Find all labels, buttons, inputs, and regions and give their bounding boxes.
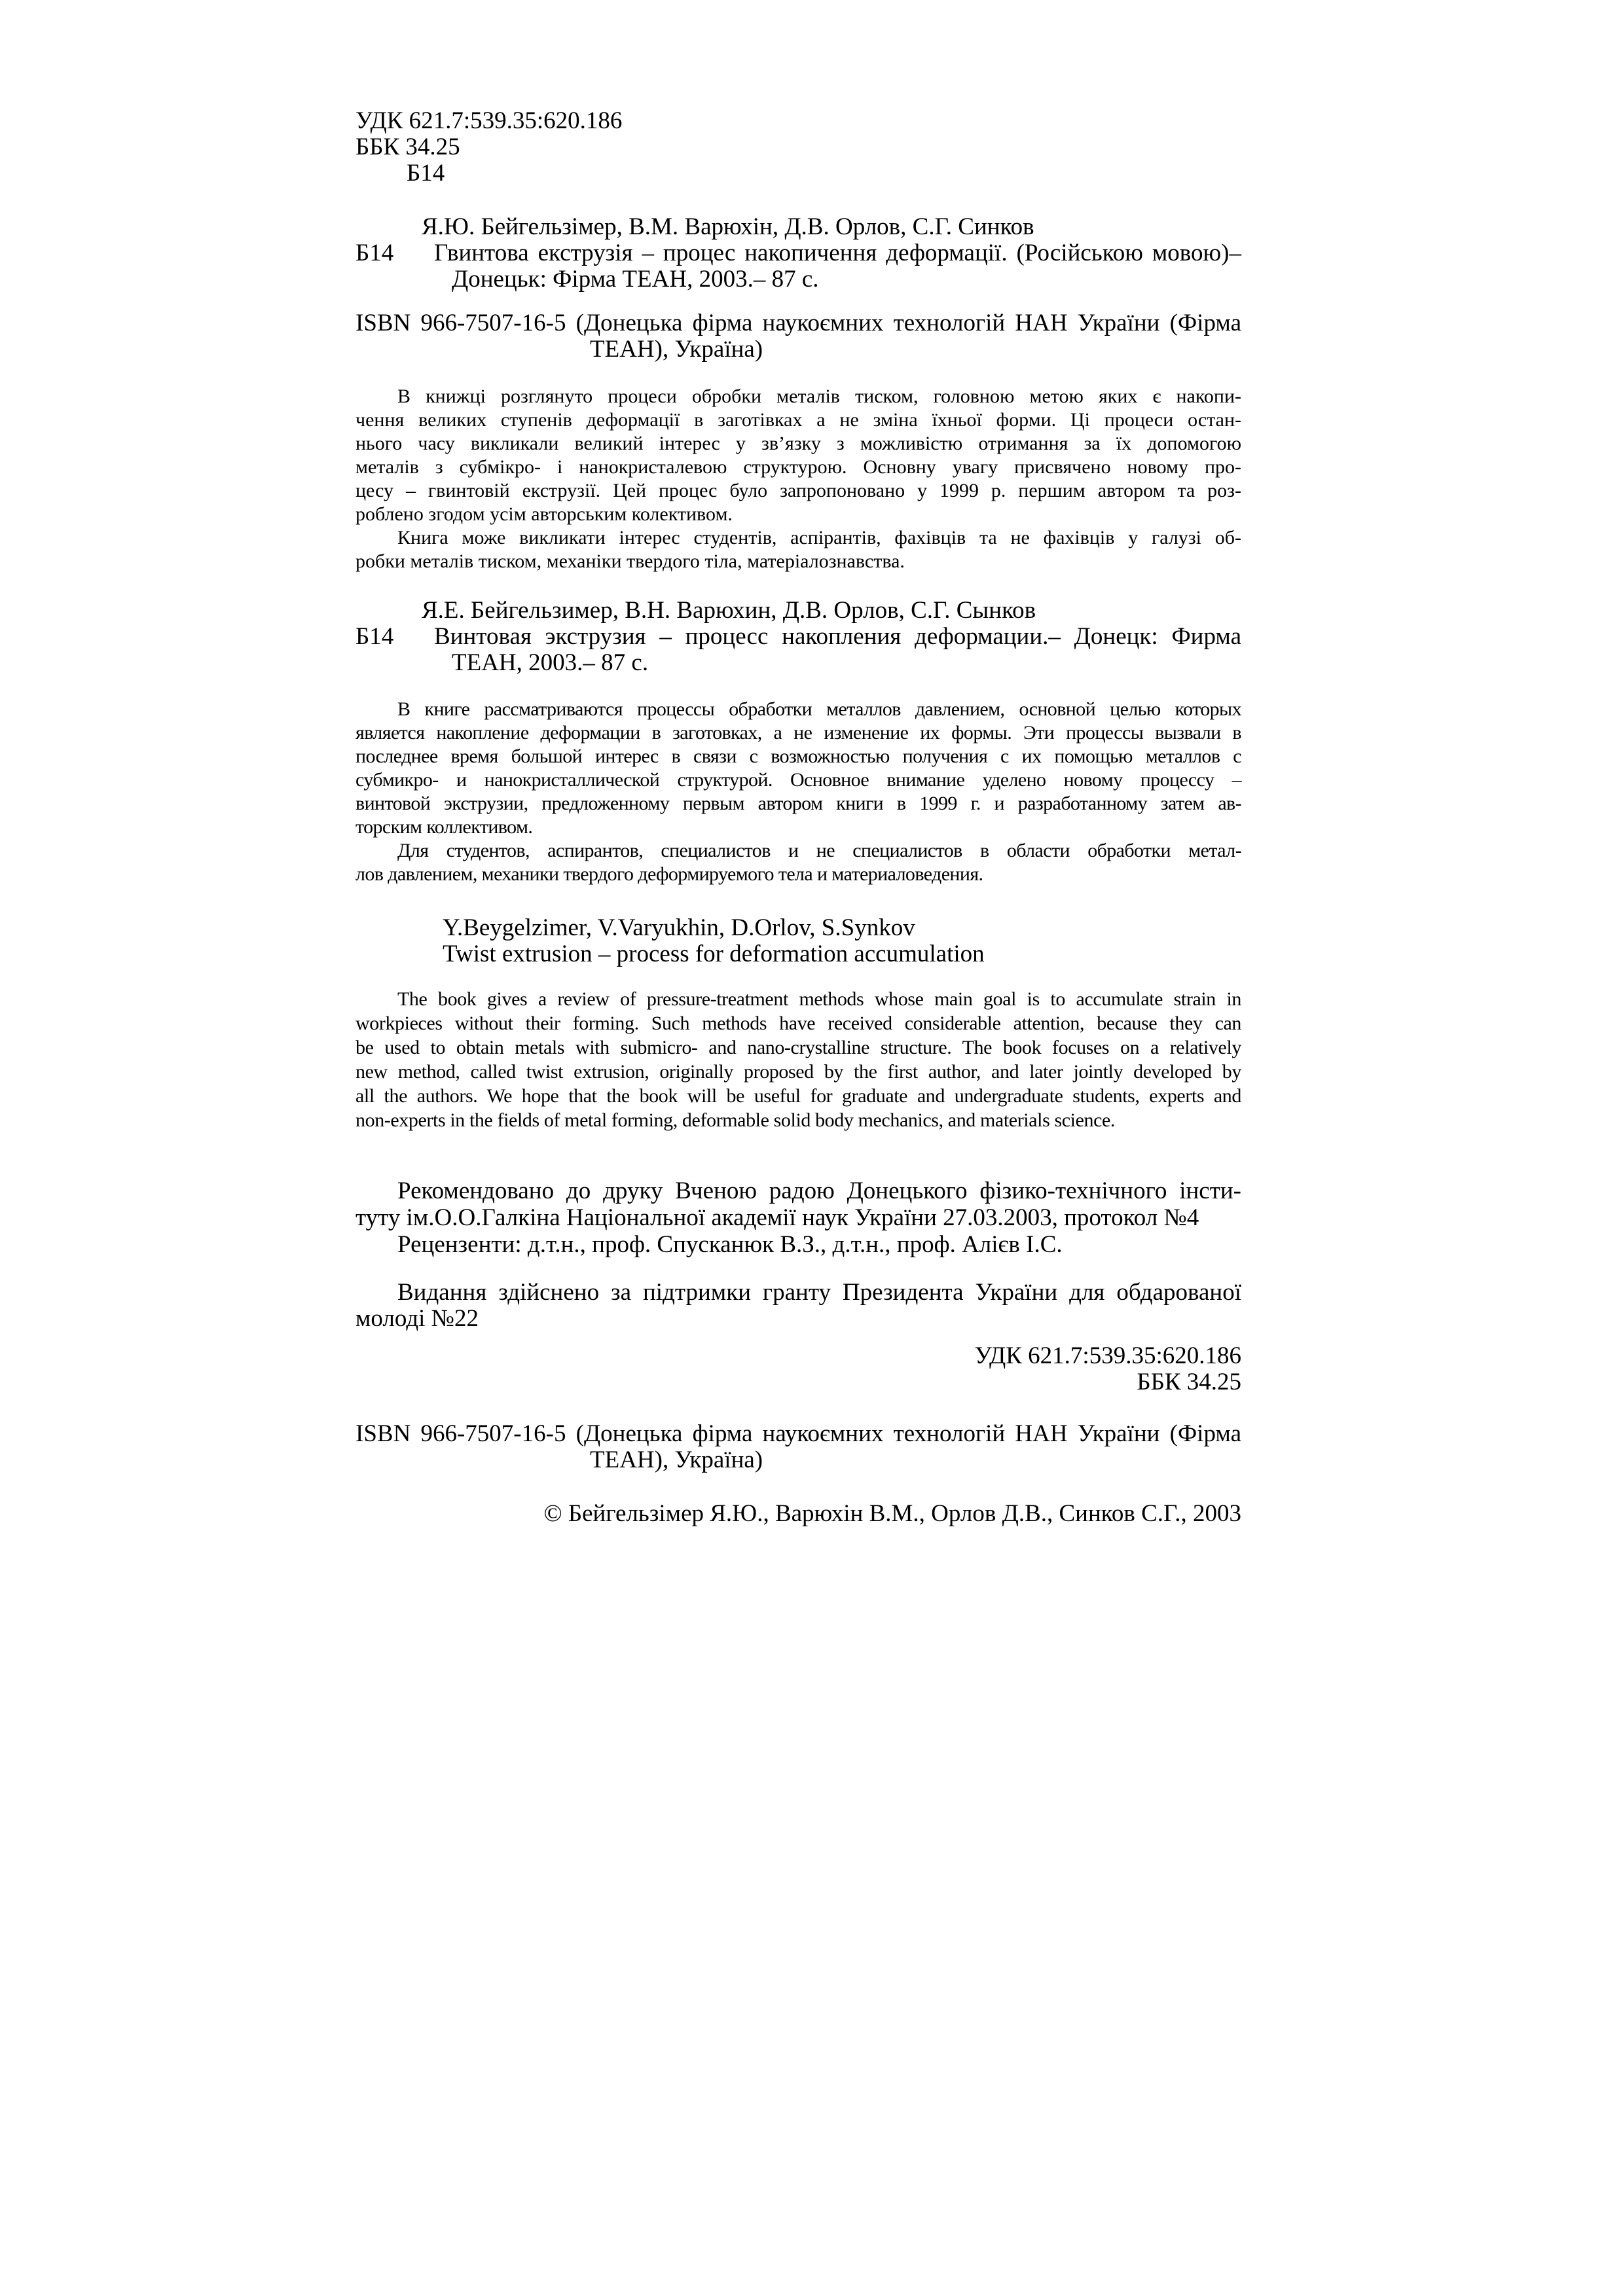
author-code: Б14 xyxy=(407,160,445,187)
recommendation-text-continued: туту ім.О.О.Галкіна Національної академії наук України 27.03.2003, протокол №4 xyxy=(356,1204,1199,1231)
text-line: роблено згодом усім авторським колективом. xyxy=(356,503,733,525)
rus-bibliographic-entry xyxy=(356,598,1241,676)
text-line: be used to obtain metals with submicro- and nano-crystalline structure. The book focuses on a relatively xyxy=(356,1037,1241,1058)
footer-isbn-line-continued: ТЕАН), Україна) xyxy=(590,1446,763,1473)
rus-title-continued: ТЕАН, 2003.– 87 с. xyxy=(452,649,649,676)
eng-authors: Y.Beygelzimer, V.Varyukhin, D.Orlov, S.Synkov xyxy=(443,914,915,941)
reviewers: Рецензенти: д.т.н., проф. Спусканюк В.З., д.т.н., проф. Алієв І.С. xyxy=(397,1231,1063,1258)
eng-title: Twist extrusion – process for deformation accumulation xyxy=(443,941,985,967)
text-line: является накопление деформации в заготовках, а не изменение их формы. Эти процессы вызвали в xyxy=(356,722,1241,744)
ukr-bibliographic-entry xyxy=(356,214,1241,293)
ukr-title-continued: Донецьк: Фірма ТЕАН, 2003.– 87 с. xyxy=(452,266,819,293)
text-line: последнее время большой интерес в связи с возможностью получения с их помощью металлов с xyxy=(356,745,1241,767)
footer-isbn-line: ISBN 966-7507-16-5 (Донецька фірма наукоємних технологій НАН України (Фірма xyxy=(356,1420,1241,1447)
isbn-line: ISBN 966-7507-16-5 (Донецька фірма наукоємних технологій НАН України (Фірма xyxy=(356,310,1241,336)
grant-block xyxy=(356,1280,1241,1332)
isbn-line-continued: ТЕАН), Україна) xyxy=(590,336,763,363)
text-line: субмикро- и нанокристаллической структурой. Основное внимание уделено новому процессу – xyxy=(356,769,1241,791)
footer-bbk-code: ББК 34.25 xyxy=(1137,1369,1241,1395)
recommendation-block xyxy=(356,1177,1241,1258)
ukr-authors: Я.Ю. Бейгельзімер, В.М. Варюхін, Д.В. Орлов, С.Г. Синков xyxy=(422,213,1034,240)
text-line: торским коллективом. xyxy=(356,816,533,838)
footer-isbn-block xyxy=(356,1421,1241,1473)
copyright-notice: © Бейгельзімер Я.Ю., Варюхін В.М., Орлов Д.В., Синков С.Г., 2003 xyxy=(543,1500,1241,1527)
text-line: Для студентов, аспирантов, специалистов и не специалистов в области обработки метал- xyxy=(397,840,1241,861)
bbk-code: ББК 34.25 xyxy=(356,134,460,160)
recommendation-text: Рекомендовано до друку Вченою радою Донецького фізико-технічного інсти- xyxy=(397,1177,1241,1204)
text-line: all the authors. We hope that the book will be useful for graduate and undergraduate students, experts and xyxy=(356,1085,1241,1107)
text-line: цесу – гвинтовій екструзії. Цей процес було запропоновано у 1999 р. першим автором та роз- xyxy=(356,480,1241,501)
text-line: В книге рассматриваются процессы обработки металлов давлением, основной целью которых xyxy=(397,698,1241,720)
text-line: В книжці розглянуто процеси обробки металів тиском, головною метою яких є накопи- xyxy=(397,386,1241,407)
eng-abstract xyxy=(356,987,1241,1132)
text-line: workpieces without their forming. Such methods have received considerable attention, because they can xyxy=(356,1013,1241,1034)
ukr-abstract xyxy=(356,385,1241,573)
ukr-code: Б14 xyxy=(356,240,394,266)
udk-code: УДК 621.7:539.35:620.186 xyxy=(356,107,623,134)
text-line: non-experts in the fields of metal forming, deformable solid body mechanics, and materials science. xyxy=(356,1109,1116,1131)
text-line: лов давлением, механики твердого деформируемого тела и материаловедения. xyxy=(356,863,983,885)
text-line: робки металів тиском, механіки твердого тіла, матеріалознавства. xyxy=(356,550,905,572)
footer-classification xyxy=(356,1343,1241,1395)
text-line: металів з субмікро- і нанокристалевою структурою. Основну увагу присвячено новому про- xyxy=(356,456,1241,478)
classification-header xyxy=(356,108,1241,187)
text-line: The book gives a review of pressure-treatment methods whose main goal is to accumulate strain in xyxy=(397,988,1241,1010)
eng-bibliographic-entry xyxy=(356,915,1241,967)
text-line: new method, called twist extrusion, originally proposed by the first author, and later jointly developed by xyxy=(356,1061,1241,1083)
text-line: винтовой экструзии, предложенному первым автором книги в 1999 г. и разработанному затем ав- xyxy=(356,793,1241,814)
text-line: Книга може викликати інтерес студентів, аспірантів, фахівців та не фахівців у галузі об- xyxy=(397,527,1241,548)
isbn-block xyxy=(356,310,1241,363)
grant-text-continued: молоді №22 xyxy=(356,1305,479,1332)
rus-title: Винтовая экструзия – процесс накопления деформации.– Донецк: Фирма xyxy=(434,623,1241,650)
text-line: нього часу викликали великий інтерес у зв’язку з можливістю отримання за їх допомогою xyxy=(356,433,1241,454)
grant-text: Видання здійснено за підтримки гранту Президента України для обдарованої xyxy=(397,1279,1241,1306)
copyright-block xyxy=(356,1501,1241,1527)
rus-abstract xyxy=(356,698,1241,886)
footer-udk-code: УДК 621.7:539.35:620.186 xyxy=(974,1342,1241,1369)
ukr-title: Гвинтова екструзія – процес накопичення деформації. (Російською мовою)– xyxy=(434,240,1241,266)
text-line: чення великих ступенів деформації в заготівках а не зміна їхньої форми. Ці процеси остан- xyxy=(356,409,1241,431)
rus-code: Б14 xyxy=(356,623,394,650)
rus-authors: Я.Е. Бейгельзимер, В.Н. Варюхин, Д.В. Орлов, С.Г. Сынков xyxy=(422,597,1036,624)
